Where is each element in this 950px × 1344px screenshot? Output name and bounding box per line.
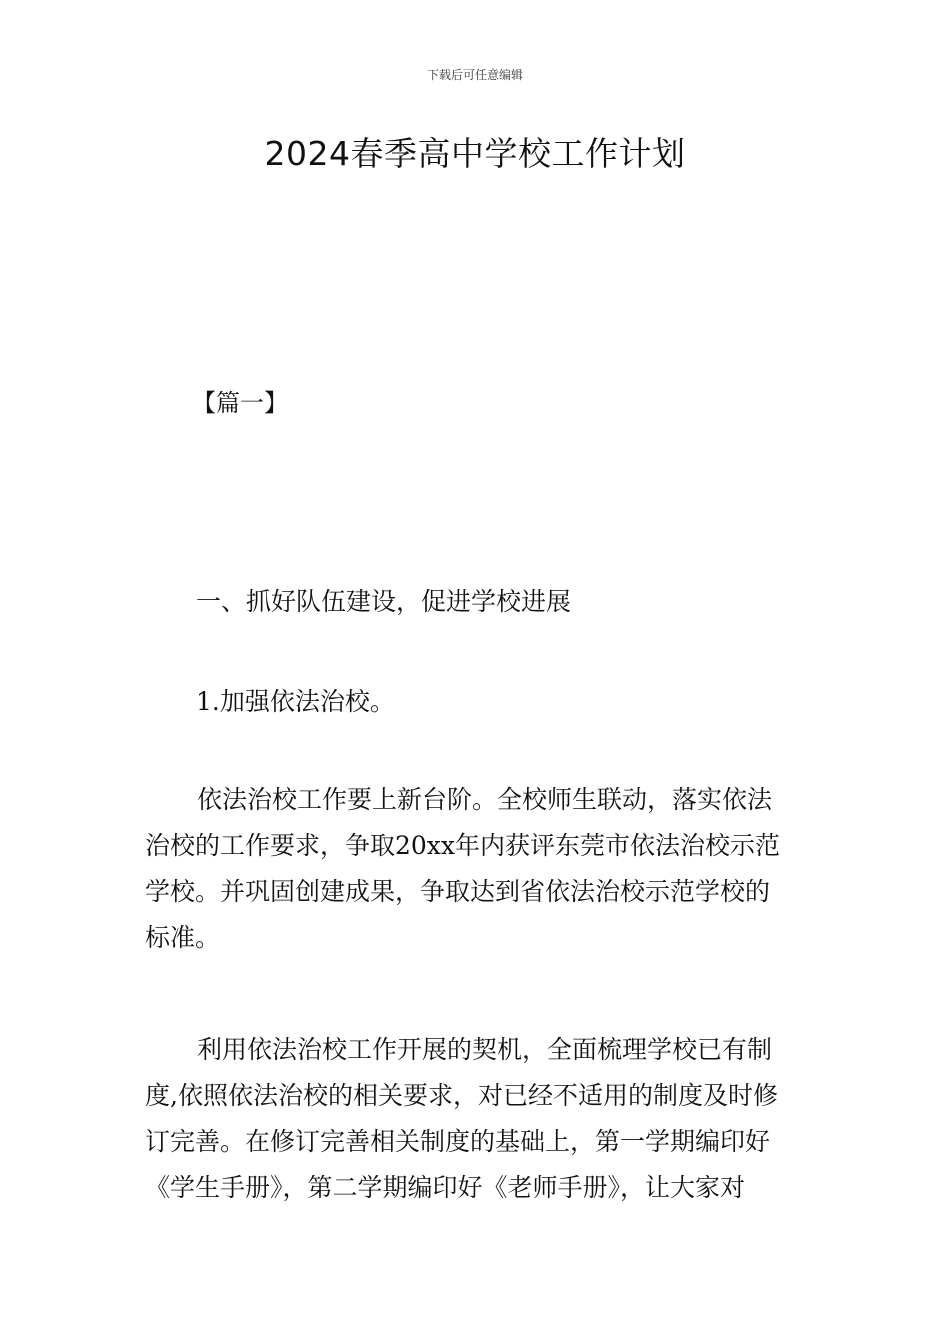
header-note: 下载后可任意编辑 [426, 68, 523, 82]
paragraph-line: 标准。 [145, 923, 221, 952]
paragraph-line: 利用依法治校工作开展的契机，全面梳理学校已有制 [197, 1035, 773, 1064]
paragraph-line: 《学生手册》，第二学期编印好《老师手册》，让大家对 [145, 1173, 746, 1202]
subsection-heading: 1.加强依法治校。 [196, 687, 395, 716]
paragraph-line: 依法治校工作要上新台阶。全校师生联动，落实依法 [197, 785, 773, 814]
body-paragraph-2 [145, 1027, 811, 1211]
paragraph-line: 学校。并巩固创建成果，争取达到省依法治校示范学校的 [145, 877, 771, 906]
paragraph-line: 治校的工作要求，争取20xx年内获评东莞市依法治校示范 [145, 831, 781, 860]
document-title: 2024春季高中学校工作计划 [264, 134, 686, 173]
paragraph-line: 度,依照依法治校的相关要求，对已经不适用的制度及时修 [145, 1081, 778, 1110]
section-heading: 一、抓好队伍建设，促进学校进展 [196, 587, 572, 616]
paragraph-line: 订完善。在修订完善相关制度的基础上，第一学期编印好 [145, 1127, 771, 1156]
section-tag: 【篇一】 [192, 389, 288, 417]
body-paragraph-1 [145, 777, 811, 961]
